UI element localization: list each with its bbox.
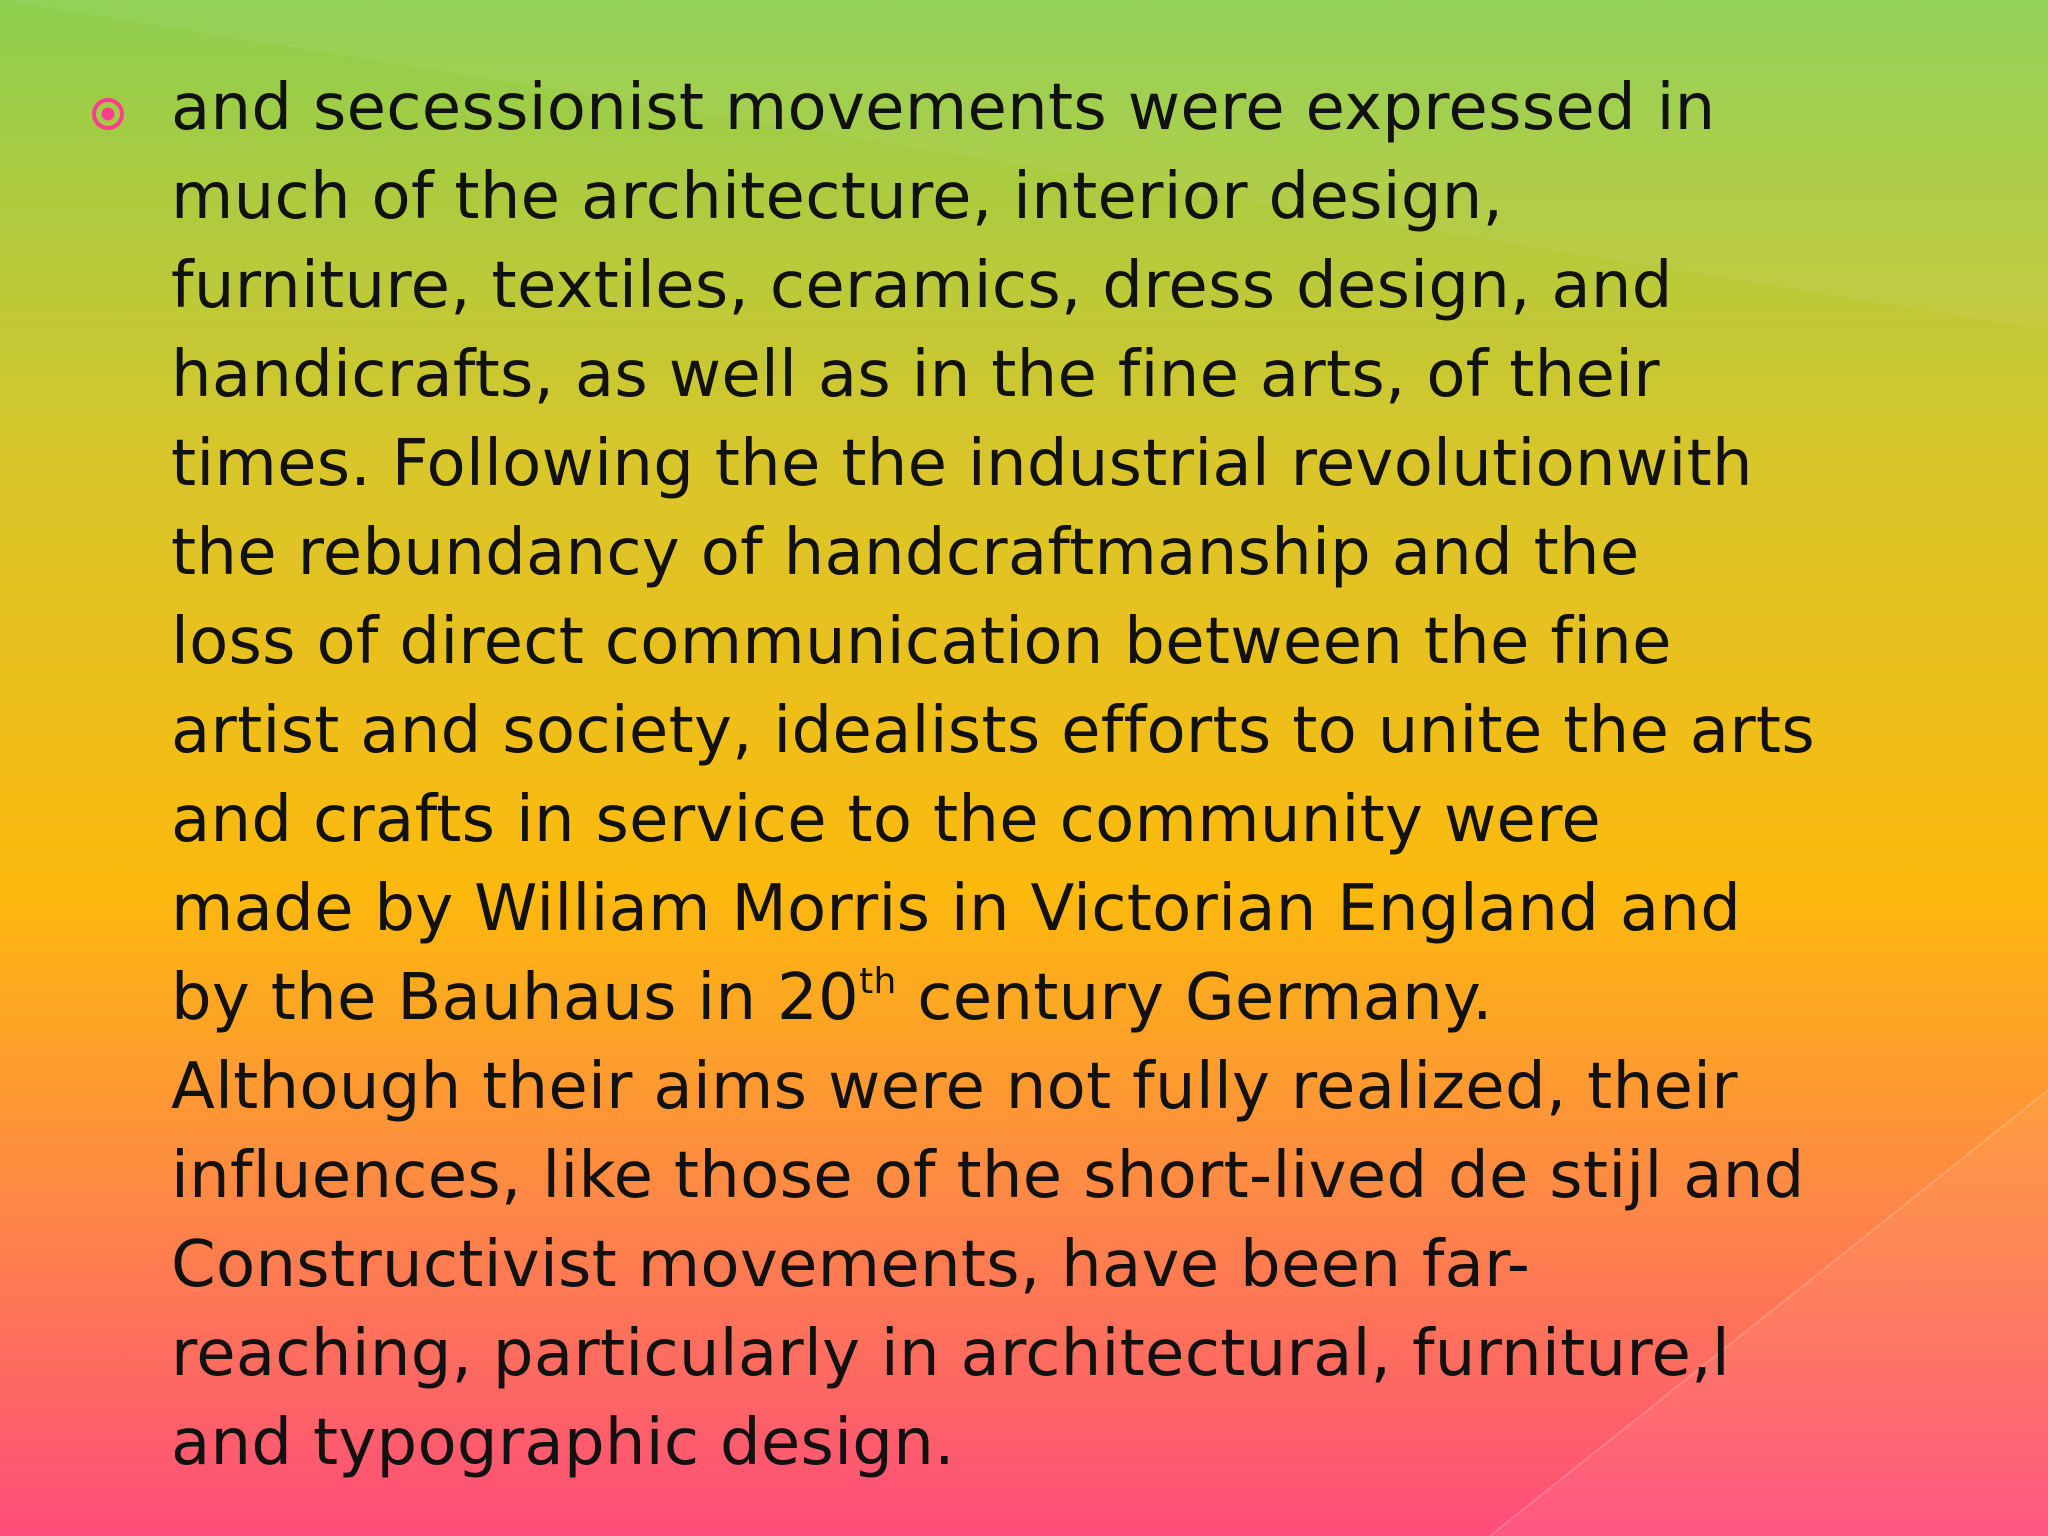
ordinal-superscript: th (859, 961, 897, 1002)
text-line: times. Following the the industrial revolutionwith (171, 427, 1753, 501)
text-line: much of the architecture, interior design, (171, 160, 1504, 234)
text-segment: century Germany. (896, 961, 1493, 1035)
text-line: and typographic design. (171, 1406, 955, 1480)
text-line: handicrafts, as well as in the fine arts, of their (171, 338, 1660, 412)
text-line: furniture, textiles, ceramics, dress design, and (171, 249, 1673, 323)
text-line-with-superscript (171, 954, 2001, 1043)
text-line: loss of direct communication between the fine (171, 605, 1672, 679)
text-line: influences, like those of the short-lived de stijl and (171, 1139, 1805, 1213)
text-line: the rebundancy of handcraftmanship and the (171, 516, 1640, 590)
text-segment: by the Bauhaus in 20 (171, 961, 860, 1035)
text-line: artist and society, idealists efforts to unite the arts (171, 694, 1815, 768)
text-line: made by William Morris in Victorian England and (171, 872, 1742, 946)
text-line: Although their aims were not fully realized, their (171, 1050, 1738, 1124)
text-line: Constructivist movements, have been far- (171, 1228, 1531, 1302)
text-line: and crafts in service to the community were (171, 783, 1602, 857)
text-line: reaching, particularly in architectural, furniture,l (171, 1317, 1730, 1391)
text-line: and secessionist movements were expressed in (171, 71, 1716, 145)
body-paragraph (171, 64, 2001, 1488)
bullet-circled-dot-icon (90, 96, 126, 132)
